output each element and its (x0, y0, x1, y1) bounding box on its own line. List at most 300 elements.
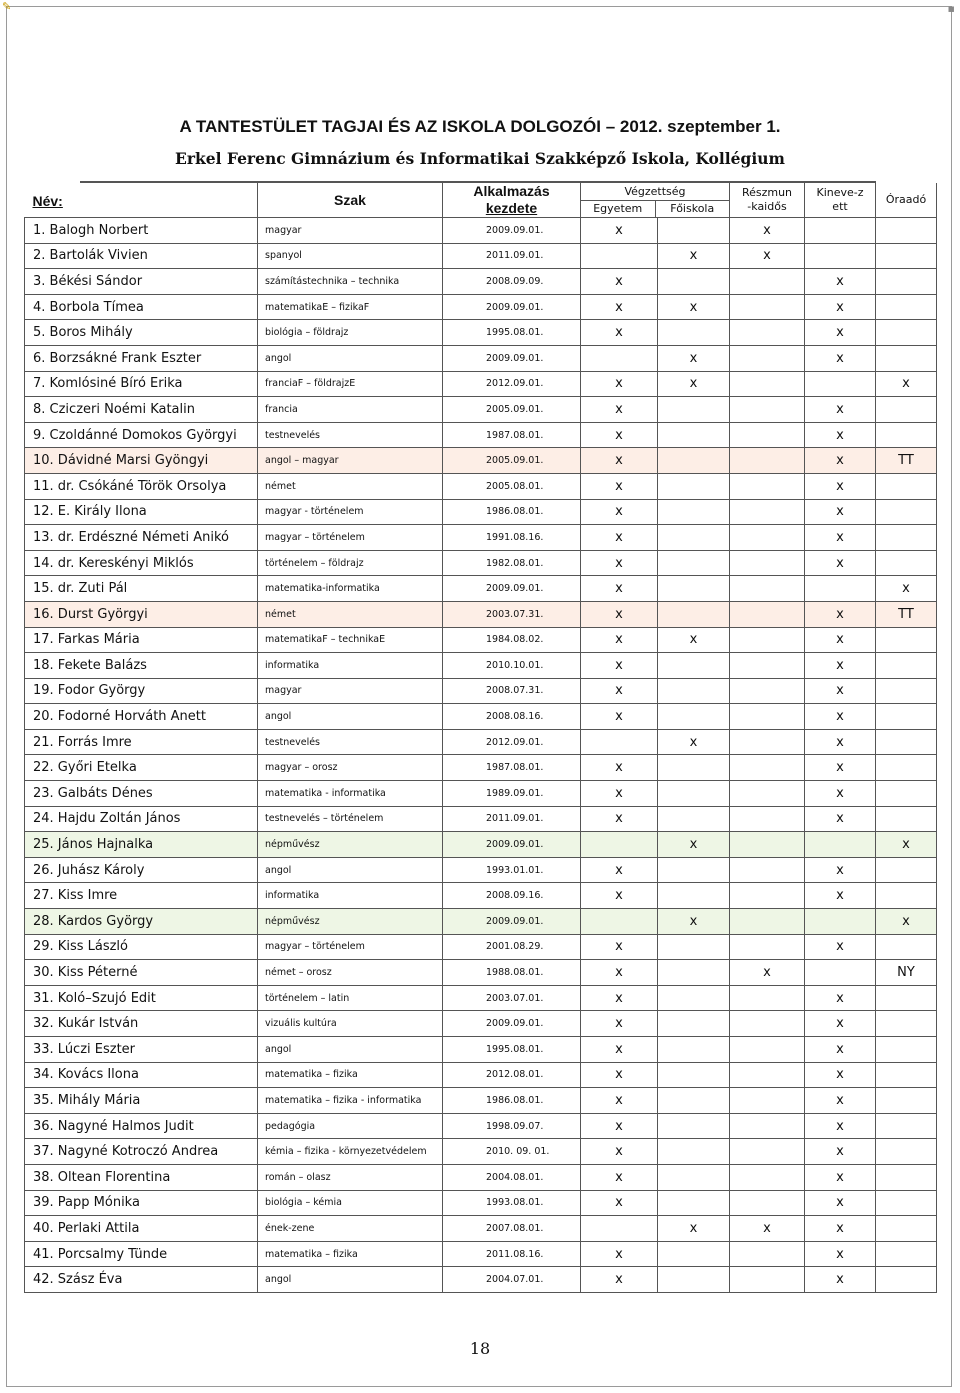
staff-start-date: 1993.08.01. (443, 1190, 581, 1216)
mark-kinevezett: x (805, 729, 876, 755)
table-row (25, 1113, 937, 1139)
mark-reszmunka (730, 1267, 805, 1293)
mark-foiskola (658, 806, 730, 832)
mark-kinevezett: x (805, 1037, 876, 1063)
staff-szak: román – olasz (258, 1164, 443, 1190)
staff-szak: matematika – fizika - informatika (258, 1088, 443, 1114)
mark-oraado (876, 525, 937, 551)
staff-start-date: 2005.08.01. (443, 473, 581, 499)
mark-kinevezett: x (805, 422, 876, 448)
staff-start-date: 1995.08.01. (443, 320, 581, 346)
table-row (25, 320, 937, 346)
staff-szak: magyar – orosz (258, 755, 443, 781)
staff-name: 31. Koló–Szujó Edit (25, 985, 258, 1011)
staff-szak: informatika (258, 653, 443, 679)
table-row (25, 345, 937, 371)
table-row (25, 1037, 937, 1063)
staff-name: 8. Cziczeri Noémi Katalin (25, 397, 258, 423)
table-row (25, 985, 937, 1011)
mark-reszmunka (730, 473, 805, 499)
staff-name: 7. Komlósiné Bíró Erika (25, 371, 258, 397)
staff-start-date: 2005.09.01. (443, 448, 581, 474)
table-row (25, 653, 937, 679)
staff-start-date: 2003.07.31. (443, 601, 581, 627)
corner-mark-icon: ▪ (947, 2, 955, 15)
col-kinevezett-header (805, 183, 876, 218)
mark-oraado: x (876, 371, 937, 397)
staff-szak: történelem – latin (258, 985, 443, 1011)
mark-kinevezett: x (805, 448, 876, 474)
col-egyetem-label: Egyetem (593, 202, 643, 215)
staff-name: 27. Kiss Imre (25, 883, 258, 909)
mark-foiskola (658, 422, 730, 448)
mark-egyetem: x (581, 576, 658, 602)
table-row (25, 883, 937, 909)
mark-egyetem: x (581, 934, 658, 960)
table-row (25, 1011, 937, 1037)
staff-name: 23. Galbáts Dénes (25, 781, 258, 807)
mark-reszmunka (730, 1241, 805, 1267)
mark-oraado (876, 1241, 937, 1267)
mark-egyetem: x (581, 883, 658, 909)
table-row (25, 243, 937, 269)
staff-szak: angol (258, 1037, 443, 1063)
mark-kinevezett (805, 909, 876, 935)
mark-egyetem: x (581, 1088, 658, 1114)
staff-start-date: 2012.08.01. (443, 1062, 581, 1088)
staff-szak: számítástechnika – technika (258, 269, 443, 295)
mark-egyetem: x (581, 960, 658, 986)
mark-kinevezett: x (805, 653, 876, 679)
mark-reszmunka (730, 601, 805, 627)
note-icon: ✎ (2, 0, 12, 13)
staff-start-date: 2003.07.01. (443, 985, 581, 1011)
mark-oraado (876, 627, 937, 653)
staff-start-date: 1993.01.01. (443, 857, 581, 883)
staff-szak: biológia – kémia (258, 1190, 443, 1216)
mark-reszmunka (730, 1113, 805, 1139)
staff-szak: német – orosz (258, 960, 443, 986)
mark-reszmunka: x (730, 960, 805, 986)
mark-oraado (876, 704, 937, 730)
table-row (25, 601, 937, 627)
table-row (25, 781, 937, 807)
mark-foiskola (658, 218, 730, 244)
mark-kinevezett (805, 218, 876, 244)
mark-reszmunka (730, 294, 805, 320)
mark-kinevezett: x (805, 704, 876, 730)
staff-szak: spanyol (258, 243, 443, 269)
mark-reszmunka (730, 269, 805, 295)
mark-oraado (876, 499, 937, 525)
staff-szak: matematikaF – technikaE (258, 627, 443, 653)
mark-oraado (876, 550, 937, 576)
staff-name: 29. Kiss László (25, 934, 258, 960)
mark-oraado (876, 883, 937, 909)
mark-foiskola (658, 781, 730, 807)
mark-oraado (876, 345, 937, 371)
mark-kinevezett: x (805, 473, 876, 499)
mark-reszmunka (730, 1037, 805, 1063)
mark-egyetem: x (581, 1011, 658, 1037)
mark-foiskola (658, 550, 730, 576)
mark-reszmunka (730, 729, 805, 755)
staff-start-date: 2009.09.01. (443, 345, 581, 371)
staff-szak: kémia – fizika - környezetvédelem (258, 1139, 443, 1165)
mark-kinevezett: x (805, 1139, 876, 1165)
table-row (25, 397, 937, 423)
table-row (25, 448, 937, 474)
staff-start-date: 2009.09.01. (443, 294, 581, 320)
table-row (25, 1164, 937, 1190)
staff-szak: angol (258, 1267, 443, 1293)
mark-kinevezett (805, 576, 876, 602)
mark-kinevezett: x (805, 1113, 876, 1139)
mark-oraado (876, 422, 937, 448)
mark-oraado (876, 1037, 937, 1063)
mark-foiskola: x (658, 243, 730, 269)
mark-reszmunka (730, 627, 805, 653)
col-alk-line2-text: kezdete (485, 200, 538, 216)
staff-szak: magyar – történelem (258, 525, 443, 551)
staff-name: 13. dr. Erdészné Németi Anikó (25, 525, 258, 551)
mark-egyetem: x (581, 1062, 658, 1088)
mark-kinevezett: x (805, 678, 876, 704)
mark-foiskola (658, 397, 730, 423)
mark-kinevezett (805, 243, 876, 269)
staff-szak: magyar (258, 678, 443, 704)
staff-szak: testnevelés (258, 729, 443, 755)
mark-foiskola (658, 1190, 730, 1216)
mark-reszmunka (730, 397, 805, 423)
mark-oraado: TT (876, 448, 937, 474)
mark-egyetem (581, 243, 658, 269)
table-row (25, 704, 937, 730)
mark-oraado (876, 473, 937, 499)
staff-szak: matematika – fizika (258, 1062, 443, 1088)
mark-kinevezett: x (805, 345, 876, 371)
mark-kinevezett (805, 960, 876, 986)
mark-kinevezett: x (805, 934, 876, 960)
mark-egyetem: x (581, 601, 658, 627)
mark-foiskola: x (658, 345, 730, 371)
table-row (25, 269, 937, 295)
staff-name: 21. Forrás Imre (25, 729, 258, 755)
mark-reszmunka (730, 832, 805, 858)
staff-szak: ének-zene (258, 1216, 443, 1242)
mark-reszmunka (730, 1139, 805, 1165)
mark-kinevezett: x (805, 985, 876, 1011)
col-name-header (25, 183, 258, 218)
staff-szak: matematikaE – fizikaF (258, 294, 443, 320)
mark-egyetem: x (581, 499, 658, 525)
mark-reszmunka (730, 1164, 805, 1190)
mark-reszmunka (730, 1062, 805, 1088)
mark-oraado (876, 678, 937, 704)
mark-egyetem (581, 345, 658, 371)
mark-reszmunka (730, 934, 805, 960)
mark-foiskola (658, 1062, 730, 1088)
mark-egyetem: x (581, 422, 658, 448)
mark-foiskola (658, 1011, 730, 1037)
staff-name: 30. Kiss Péterné (25, 960, 258, 986)
table-row (25, 473, 937, 499)
mark-kinevezett: x (805, 755, 876, 781)
mark-egyetem: x (581, 704, 658, 730)
mark-oraado (876, 320, 937, 346)
staff-szak: angol – magyar (258, 448, 443, 474)
mark-egyetem: x (581, 627, 658, 653)
col-reszmunka-header (730, 183, 805, 218)
table-row (25, 218, 937, 244)
mark-kinevezett: x (805, 1216, 876, 1242)
staff-start-date: 1987.08.01. (443, 422, 581, 448)
mark-egyetem: x (581, 397, 658, 423)
table-row (25, 1267, 937, 1293)
staff-szak: magyar (258, 218, 443, 244)
mark-foiskola (658, 601, 730, 627)
mark-egyetem (581, 729, 658, 755)
staff-szak: népművész (258, 909, 443, 935)
table-row (25, 857, 937, 883)
col-reszmunka-label: Részmun-kaidős (741, 186, 793, 213)
col-oraado-header: Óraadó (876, 183, 937, 218)
mark-egyetem: x (581, 269, 658, 295)
mark-oraado (876, 1088, 937, 1114)
mark-kinevezett: x (805, 320, 876, 346)
staff-szak: angol (258, 704, 443, 730)
staff-start-date: 1991.08.16. (443, 525, 581, 551)
mark-foiskola: x (658, 1216, 730, 1242)
mark-oraado (876, 755, 937, 781)
staff-name: 33. Lúczi Eszter (25, 1037, 258, 1063)
mark-foiskola: x (658, 832, 730, 858)
mark-oraado (876, 269, 937, 295)
table-row (25, 1062, 937, 1088)
staff-start-date: 2007.08.01. (443, 1216, 581, 1242)
mark-egyetem (581, 909, 658, 935)
staff-start-date: 2012.09.01. (443, 729, 581, 755)
staff-name: 6. Borzsákné Frank Eszter (25, 345, 258, 371)
mark-kinevezett: x (805, 269, 876, 295)
mark-egyetem: x (581, 985, 658, 1011)
staff-name: 25. János Hajnalka (25, 832, 258, 858)
table-row (25, 909, 937, 935)
table-row (25, 1216, 937, 1242)
mark-oraado (876, 294, 937, 320)
mark-kinevezett: x (805, 525, 876, 551)
col-alk-line1: Alkalmazás (473, 183, 550, 199)
staff-start-date: 2004.07.01. (443, 1267, 581, 1293)
mark-oraado (876, 1216, 937, 1242)
mark-kinevezett: x (805, 499, 876, 525)
staff-start-date: 1995.08.01. (443, 1037, 581, 1063)
mark-egyetem: x (581, 320, 658, 346)
staff-start-date: 2008.08.16. (443, 704, 581, 730)
staff-name: 16. Durst Györgyi (25, 601, 258, 627)
staff-szak: vizuális kultúra (258, 1011, 443, 1037)
mark-egyetem: x (581, 1139, 658, 1165)
mark-reszmunka (730, 806, 805, 832)
mark-foiskola (658, 1037, 730, 1063)
mark-foiskola (658, 960, 730, 986)
mark-foiskola (658, 755, 730, 781)
mark-reszmunka (730, 1088, 805, 1114)
staff-szak: angol (258, 345, 443, 371)
table-row (25, 1139, 937, 1165)
mark-egyetem (581, 1216, 658, 1242)
mark-reszmunka: x (730, 243, 805, 269)
mark-foiskola (658, 320, 730, 346)
col-vegzettseg-header (581, 183, 730, 218)
table-row (25, 422, 937, 448)
staff-start-date: 2001.08.29. (443, 934, 581, 960)
mark-foiskola: x (658, 371, 730, 397)
staff-szak: történelem – földrajz (258, 550, 443, 576)
mark-kinevezett: x (805, 1062, 876, 1088)
mark-oraado (876, 729, 937, 755)
mark-foiskola (658, 653, 730, 679)
staff-name: 24. Hajdu Zoltán János (25, 806, 258, 832)
mark-foiskola (658, 1164, 730, 1190)
staff-start-date: 1986.08.01. (443, 499, 581, 525)
mark-oraado (876, 653, 937, 679)
mark-egyetem: x (581, 473, 658, 499)
mark-oraado (876, 243, 937, 269)
mark-foiskola (658, 985, 730, 1011)
mark-kinevezett: x (805, 627, 876, 653)
table-row (25, 499, 937, 525)
staff-start-date: 2011.08.16. (443, 1241, 581, 1267)
mark-foiskola (658, 1241, 730, 1267)
mark-reszmunka (730, 678, 805, 704)
staff-szak: francia (258, 397, 443, 423)
mark-foiskola (658, 1088, 730, 1114)
mark-reszmunka (730, 371, 805, 397)
staff-szak: testnevelés – történelem (258, 806, 443, 832)
mark-reszmunka (730, 1190, 805, 1216)
staff-start-date: 1989.09.01. (443, 781, 581, 807)
mark-egyetem: x (581, 1267, 658, 1293)
staff-start-date: 1982.08.01. (443, 550, 581, 576)
staff-name: 12. E. Király Ilona (25, 499, 258, 525)
mark-reszmunka (730, 499, 805, 525)
mark-kinevezett: x (805, 1190, 876, 1216)
mark-reszmunka (730, 857, 805, 883)
mark-egyetem: x (581, 525, 658, 551)
mark-reszmunka (730, 320, 805, 346)
mark-egyetem: x (581, 755, 658, 781)
table-row (25, 832, 937, 858)
staff-szak: német (258, 473, 443, 499)
table-row (25, 627, 937, 653)
staff-name: 37. Nagyné Kotroczó Andrea (25, 1139, 258, 1165)
mark-kinevezett: x (805, 857, 876, 883)
staff-szak: angol (258, 857, 443, 883)
staff-szak: pedagógia (258, 1113, 443, 1139)
staff-name: 2. Bartolák Vivien (25, 243, 258, 269)
mark-oraado (876, 1113, 937, 1139)
staff-start-date: 1987.08.01. (443, 755, 581, 781)
staff-start-date: 2012.09.01. (443, 371, 581, 397)
col-vegzettseg-label: Végzettség (581, 183, 729, 201)
mark-egyetem: x (581, 1113, 658, 1139)
mark-egyetem: x (581, 1241, 658, 1267)
staff-name: 3. Békési Sándor (25, 269, 258, 295)
mark-kinevezett: x (805, 550, 876, 576)
staff-start-date: 2011.09.01. (443, 806, 581, 832)
table-row (25, 294, 937, 320)
staff-szak: informatika (258, 883, 443, 909)
table-row (25, 576, 937, 602)
mark-oraado: TT (876, 601, 937, 627)
mark-kinevezett (805, 832, 876, 858)
mark-foiskola (658, 269, 730, 295)
mark-kinevezett: x (805, 1241, 876, 1267)
staff-name: 5. Boros Mihály (25, 320, 258, 346)
mark-kinevezett: x (805, 806, 876, 832)
col-vegzettseg-sub (581, 200, 729, 217)
mark-kinevezett: x (805, 1267, 876, 1293)
mark-reszmunka (730, 345, 805, 371)
staff-start-date: 1986.08.01. (443, 1088, 581, 1114)
mark-foiskola (658, 576, 730, 602)
mark-oraado (876, 1267, 937, 1293)
staff-start-date: 2004.08.01. (443, 1164, 581, 1190)
staff-name: 32. Kukár István (25, 1011, 258, 1037)
mark-oraado: x (876, 832, 937, 858)
staff-name: 40. Perlaki Attila (25, 1216, 258, 1242)
mark-reszmunka (730, 704, 805, 730)
staff-name: 22. Győri Etelka (25, 755, 258, 781)
mark-egyetem: x (581, 857, 658, 883)
staff-name: 34. Kovács Ilona (25, 1062, 258, 1088)
mark-oraado (876, 806, 937, 832)
mark-oraado (876, 1164, 937, 1190)
mark-kinevezett: x (805, 781, 876, 807)
mark-reszmunka (730, 909, 805, 935)
mark-foiskola (658, 704, 730, 730)
mark-foiskola (658, 883, 730, 909)
mark-reszmunka (730, 1011, 805, 1037)
mark-foiskola (658, 1113, 730, 1139)
mark-foiskola: x (658, 294, 730, 320)
staff-name: 14. dr. Kereskényi Miklós (25, 550, 258, 576)
staff-start-date: 2010. 09. 01. (443, 1139, 581, 1165)
mark-egyetem: x (581, 678, 658, 704)
staff-start-date: 2011.09.01. (443, 243, 581, 269)
mark-foiskola (658, 857, 730, 883)
table-row (25, 1241, 937, 1267)
staff-table (24, 183, 937, 1293)
mark-egyetem: x (581, 371, 658, 397)
mark-egyetem (581, 832, 658, 858)
mark-reszmunka (730, 448, 805, 474)
staff-start-date: 1984.08.02. (443, 627, 581, 653)
mark-egyetem: x (581, 806, 658, 832)
table-row (25, 755, 937, 781)
staff-name: 1. Balogh Norbert (25, 218, 258, 244)
staff-szak: magyar - történelem (258, 499, 443, 525)
mark-kinevezett: x (805, 1164, 876, 1190)
mark-reszmunka (730, 550, 805, 576)
staff-name: 4. Borbola Tímea (25, 294, 258, 320)
mark-foiskola (658, 1139, 730, 1165)
staff-start-date: 2009.09.01. (443, 1011, 581, 1037)
page-subtitle: Erkel Ferenc Gimnázium és Informatikai Szakképző Iskola, Kollégium (175, 149, 785, 168)
staff-name: 10. Dávidné Marsi Gyöngyi (25, 448, 258, 474)
staff-szak: matematika-informatika (258, 576, 443, 602)
